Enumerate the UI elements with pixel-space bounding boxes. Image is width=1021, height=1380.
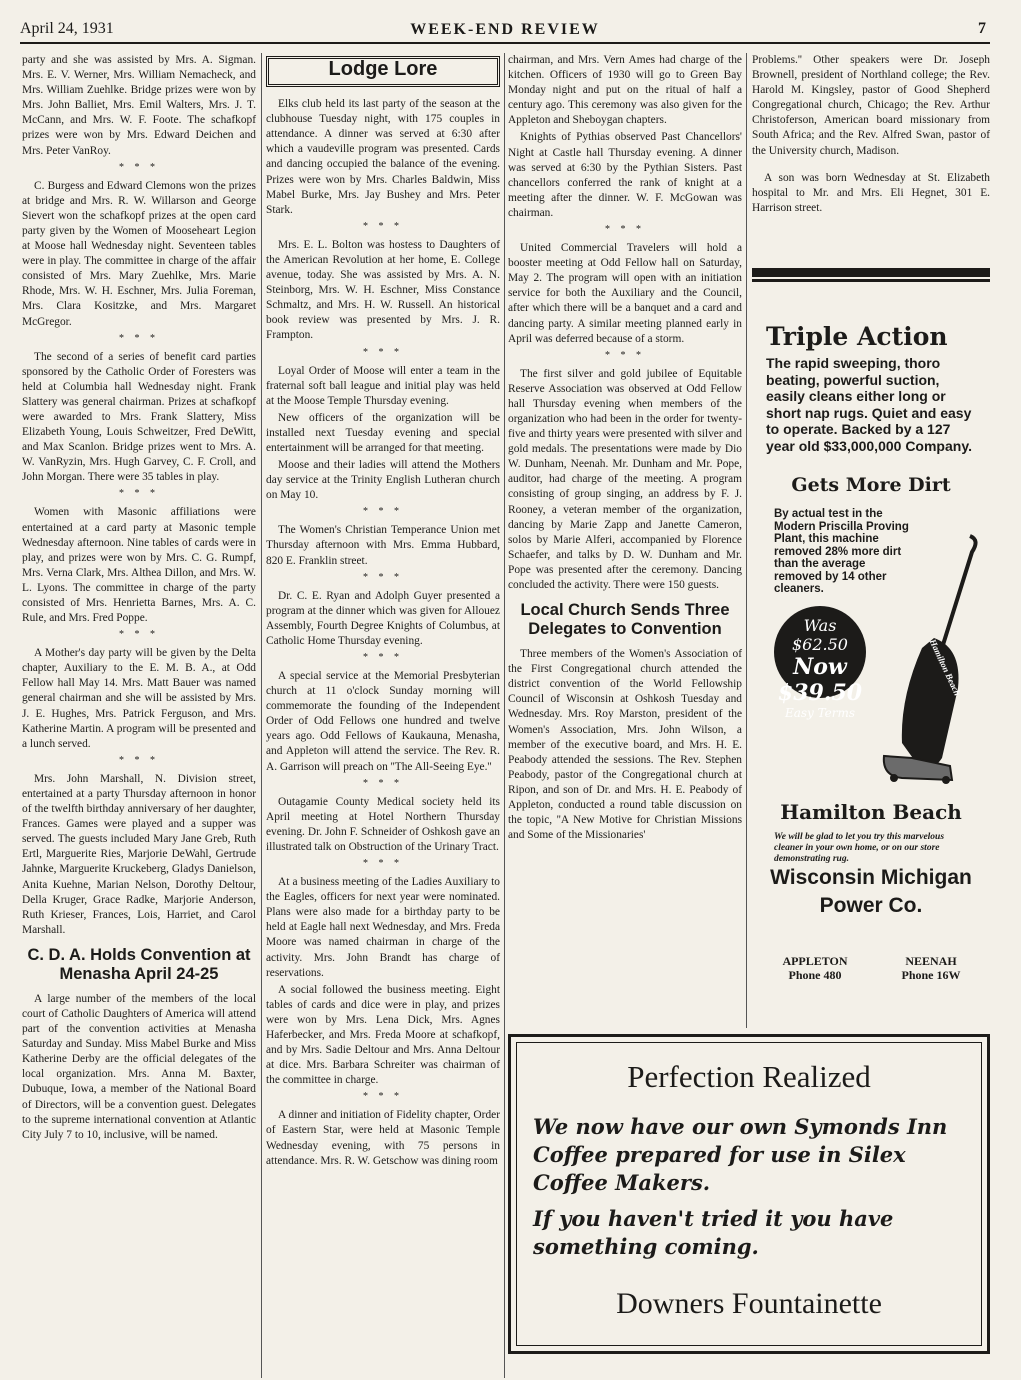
article-paragraph: Women with Masonic affiliations were entertained at a card party at Masonic temple Wednesday afternoon. Nine tables of cards were in play, and prizes were won by Mrs. C. G. Rumpf, Mrs. Verna Clark, Mrs. Althea Dillon, and Mrs. W. L. Lyons. The committee in charge of the party consisted of Mrs. Henrietta Barnes, Mrs. A. C. Rule, and Mrs. Fred Poppe. — [22, 506, 256, 625]
ad-rule — [752, 279, 990, 282]
article-paragraph: A large number of the members of the local court of Catholic Daughters of America will attend part of the convention activities at Menasha Saturday and Sunday. Miss Mabel Burke and Miss Katherine Derby are the official delegates of the local organization. Mrs. Anna M. Baxter, Dubuque, Iowa, a member of the National Board of Directors, will be a convention guest. Delegates to the supreme international convention at Atlantic City July 7 to 10, inclusive, will be named. — [22, 992, 256, 1141]
separator: * * * — [119, 629, 159, 641]
separator: * * * — [363, 652, 403, 663]
ad-body: The rapid sweeping, thoro beating, powerful suction, easily cleans either long or short nap rugs. Quiet and easy to operate. Backed by a 127 year old $33,000,000 Company. — [766, 355, 972, 454]
vacuum-cleaner-illustration — [872, 528, 982, 788]
separator: * * * — [363, 777, 403, 789]
was-price: Was $62.50 — [792, 616, 848, 654]
article-paragraph: At a business meeting of the Ladies Auxiliary to the Eagles, officers for next year were nominated. Plans were also made for a birthday party to be held at Eagle hall next Wednesday, and Mrs. Freda Moore was named chairman in charge of the activity. Mrs. John Brandt has charge of reservations. — [266, 876, 500, 979]
separator: * * * — [363, 506, 403, 518]
issue-date: April 24, 1931 — [20, 20, 114, 37]
article-paragraph: Knights of Pythias observed Past Chancellors' Night at Castle hall Thursday evening. A dinner was served at 6:30 by the Pythian Sisters. Past chancellors conferred the rank of knight at a meeting after the dinner. W. F. McGowan was chairman. — [508, 131, 742, 219]
article-paragraph: Three members of the Women's Association of the First Congregational church attended the district convention of the World Fellowship Council of Wisconsin at Oshkosh Tuesday and Wednesday. Mrs. Roy Marston, president of the Women's Association, Mrs. John Wilson, a member of the executive board, and Mrs. H. E. Peabody attended the sessions. The Rev. Stephen Peabody, pastor of the Congregational church at Ripon, and son of Dr. and Mrs. H. E. Peabody of Appleton, conducted a round table discussion on the topic, ''A New Motive for Christian Missions and Some of the Missionaries' — [508, 648, 742, 842]
column-1 — [22, 53, 256, 1378]
branch-phone: Phone 480 — [788, 968, 842, 982]
article-paragraph: A son was born Wednesday at St. Elizabeth hospital to Mr. and Mrs. Eli Hegnet, 301 E. Harrison street. — [752, 171, 990, 214]
article-paragraph: C. Burgess and Edward Clemons won the prizes at bridge and Mrs. R. W. Willarson and George Sievert won the schafkopf prizes at the open card party given by the Women of Mooseheart Legion at Moose hall Wednesday night. Seventeen tables were in play. The committee in charge of the affair consisted of Mrs. Mary Zuehlke, Mrs. Marie Rhode, Mrs. W. H. Eschner, Mrs. Julia Foreman, Mrs. Clara Kositzke, and Mrs. Margaret McGregor. — [22, 179, 256, 328]
article-paragraph: The second of a series of benefit card parties sponsored by the Catholic Order of Foresters was held at Columbia hall Wednesday night. Frank Slattery was general chairman. Prizes at schafkopf were awarded to Mrs. Frank Slattery, Miss Elizabeth Young, Louis Schweitzer, Fred DeWitt, and Max Scanlon. Bridge prizes went to Mrs. A. W. VanRyzin, Mrs. Hugh Garvey, C. F. Croll, and John Morgan. There were 35 tables in play. — [22, 350, 256, 484]
article-paragraph: The Women's Christian Temperance Union met Thursday afternoon with Mrs. Emma Hubbard, 820 E. Franklin street. — [266, 524, 500, 567]
downers-fountainette-ad — [508, 1034, 990, 1354]
hamilton-beach-ad — [752, 268, 990, 990]
ad-brand: Downers Fountainette — [616, 1287, 882, 1320]
column-2 — [266, 53, 500, 1378]
column-rule — [746, 53, 747, 1028]
separator: * * * — [363, 220, 403, 232]
branch-city: NEENAH — [905, 954, 957, 968]
article-paragraph: The first silver and gold jubilee of Equitable Reserve Association was observed at Odd Fellow hall Thursday evening when members of the organization who had been in the order for twenty-five and thirty years were presented with silver and gold medals. The presentations were made by Dio W. Dunham, Neenah. Mr. Dunham and Mr. Pope, auditor, had charge of the meeting. A program consisting of group singing, an address by F. J. Rooney, a veteran member of the organization, dancing by Marie Zapp and Janette Cameron, solos by Marie Alferi, accompanied by Florence Schaefer, and talks by D. W. Dunham and Mr. Pope was presented after the ceremony. Dancing concluded the activity. There were 150 guests. — [508, 367, 742, 591]
column-rule — [261, 53, 262, 1378]
article-headline: Local Church Sends Three Delegates to Convention — [520, 601, 730, 639]
now-price: Now $39.50 — [777, 654, 863, 706]
article-paragraph: A dinner and initiation of Fidelity chapter, Order of Eastern Star, were held at Masonic Temple Wednesday evening, with 75 persons in attendance. Mrs. R. W. Getschow was dining room — [266, 1109, 500, 1167]
article-paragraph: Problems.'' Other speakers were Dr. Joseph Brownell, president of Northland college; the Rev. Harold M. Kingsley, pastor of Good Shepherd Congregational church, Chicago; the Rev. Arthur Christoferson, American board missionary from South Africa; and the Rev. Alfred Swan, pastor of the University church, Madison. — [752, 54, 990, 157]
article-paragraph: Elks club held its last party of the season at the clubhouse Tuesday night, with 175 couples in attendance. A dinner was served at 6:30 after which a vaudeville program was presented. Cards and dancing occupied the balance of the evening. Prizes were won by Mrs. Charles Baldwin, Miss Mabel Burke, Mrs. Jay Bushey and Mrs. Peter Stark. — [266, 98, 500, 216]
section-title: Lodge Lore — [328, 58, 438, 80]
publication-title: WEEK-END REVIEW — [410, 21, 600, 38]
separator: * * * — [119, 161, 159, 173]
ad-branch-neenah — [876, 954, 986, 982]
ad-tagline: We will be glad to let you try this marvelous cleaner in your own home, or on our store demonstrating rug. — [774, 832, 945, 864]
price-badge — [774, 606, 866, 720]
article-paragraph: Mrs. E. L. Bolton was hostess to Daughters of the American Revolution at her home, E. College avenue, today. She was assisted by Mrs. A. N. Steinborg, Mrs. W. H. Eschner, Miss Constance Schmaltz, and Mrs. H. W. Russell. An historical book review was presented by Mrs. J. R. Frampton. — [266, 238, 500, 342]
article-paragraph: chairman, and Mrs. Vern Ames had charge of the kitchen. Officers of 1930 will go to Green Bay Monday night and put on the ritual of half a century ago. This ceremony was also given for the Appleton and Sheboygan chapters. — [508, 54, 742, 127]
article-paragraph: New officers of the organization will be installed next Tuesday evening and special entertainment will be arranged for that meeting. — [266, 411, 500, 454]
ad-headline: Perfection Realized — [627, 1059, 871, 1094]
separator: * * * — [363, 1091, 403, 1103]
separator: * * * — [119, 488, 159, 500]
ad-body: If you haven't tried it you have something coming. — [533, 1206, 894, 1259]
separator: * * * — [605, 349, 645, 361]
ad-brand: Hamilton Beach — [780, 800, 962, 824]
article-paragraph: Loyal Order of Moose will enter a team in the fraternal soft ball league and initial play was held at the Moose Temple Thursday evening. — [266, 364, 500, 407]
article-paragraph: Moose and their ladies will attend the Mothers day service at the Trinity English Lutheran church on May 10. — [266, 459, 500, 502]
article-headline: C. D. A. Holds Convention at Menasha April 24-25 — [27, 945, 251, 983]
article-paragraph: Outagamie County Medical society held its April meeting at Hotel Northern Thursday evening. Dr. John F. Schneider of Oshkosh gave an illustrated talk on Obstruction of the Urinary Tract. — [266, 795, 500, 853]
article-paragraph: A Mother's day party will be given by the Delta chapter, Auxiliary to the E. M. B. A., at Odd Fellow hall May 14. Mrs. Matt Bauer was named general chairman and she will be assisted by Mrs. J. E. Hughes, Mrs. Patrick Ferguson, and Mrs. Katherine Martin. A program will be presented and a lunch served. — [22, 647, 256, 750]
ad-rule — [752, 268, 990, 277]
separator: * * * — [363, 346, 403, 358]
ad-branch-appleton — [760, 954, 870, 982]
column-rule — [504, 53, 505, 1378]
ad-headline: Triple Action — [766, 322, 948, 351]
separator: * * * — [119, 754, 159, 766]
ad-subheadline: Gets More Dirt — [791, 474, 951, 496]
page-header — [20, 20, 990, 44]
article-paragraph: United Commercial Travelers will hold a booster meeting at Odd Fellow hall on Saturday, May 2. The program will open with an initiation service for both the Auxiliary and the Council, after which there will be a banquet and a card and dancing party. A similar meeting planned early in April was deferred because of a storm. — [508, 242, 742, 345]
easy-terms: Easy Terms — [784, 706, 856, 720]
separator: * * * — [363, 571, 403, 583]
section-banner — [266, 56, 500, 87]
ad-test-claim: By actual test in the Modern Priscilla Proving Plant, this machine removed 28% more dirt than the average removed by 14 other cleaners. — [774, 508, 909, 595]
separator: * * * — [605, 224, 645, 236]
ad-company: Wisconsin Michigan Power Co. — [770, 866, 972, 917]
branch-city: APPLETON — [782, 954, 848, 968]
article-paragraph: A social followed the business meeting. Eight tables of cards and dice were in play, and prizes were won by Mrs. Lena Dick, Mrs. Agnes Haferbecker, and Mrs. Freda Moore at schafkopf, and by Mrs. Sadie Deltour and Mrs. Anna Deltour at dice. Mrs. Barbara Schreiter was chairman of the committee in charge. — [266, 983, 500, 1087]
article-paragraph: Mrs. John Marshall, N. Division street, entertained at a party Thursday afternoon in honor of the twelfth birthday anniversary of her daughter, Frances. Games were played and a supper was served. The guests included Mary Jane Greb, Ruth Ertl, Marguerite Ries, Marjorie DeWahl, Gertrude Jahnke, Marguerite Kruckeberg, Gladys Danielson, Anita Kuehne, Marian Nelson, Dorothy Deltour, Della Kruger, Grace Radke, Marjorie Anderson, Ruth Krieser, Frances, Lois, Harriet, and Carol Marshall. — [22, 772, 256, 936]
separator: * * * — [119, 332, 159, 344]
page-number: 7 — [978, 20, 986, 37]
vacuum-label: Hamilton Beach — [927, 637, 963, 698]
article-paragraph: party and she was assisted by Mrs. A. Sigman. Mrs. E. V. Werner, Mrs. William Nemacheck, and Mrs. William Zuehlke. Bridge prizes were won by Mrs. John Balliet, Mrs. Emil Walters, Mrs. J. T. McCann, and Mrs. W. F. Foote. The schafkopf prizes were won by Mrs. Edward Deichen and Mrs. Peter VanRoy. — [22, 54, 256, 157]
article-paragraph: Dr. C. E. Ryan and Adolph Guyer presented a program at the dinner which was given for Allouez Assembly, Fourth Degree Knights of Columbus, at Catholic Home Thursday evening. — [266, 589, 500, 647]
branch-phone: Phone 16W — [901, 968, 961, 982]
separator: * * * — [363, 858, 403, 870]
ad-body: We now have our own Symonds Inn Coffee prepared for use in Silex Coffee Makers. — [533, 1114, 948, 1195]
article-paragraph: A special service at the Memorial Presbyterian church at 11 o'clock Sunday morning will commemorate the founding of the Independent Order of Odd Fellows one hundred and twelve years ago. Odd Fellows of Kaukauna, Menasha, and Appleton will attend the service. The Rev. R. A. Garrison will preach on ''The All-Seeing Eye.'' — [266, 670, 500, 773]
